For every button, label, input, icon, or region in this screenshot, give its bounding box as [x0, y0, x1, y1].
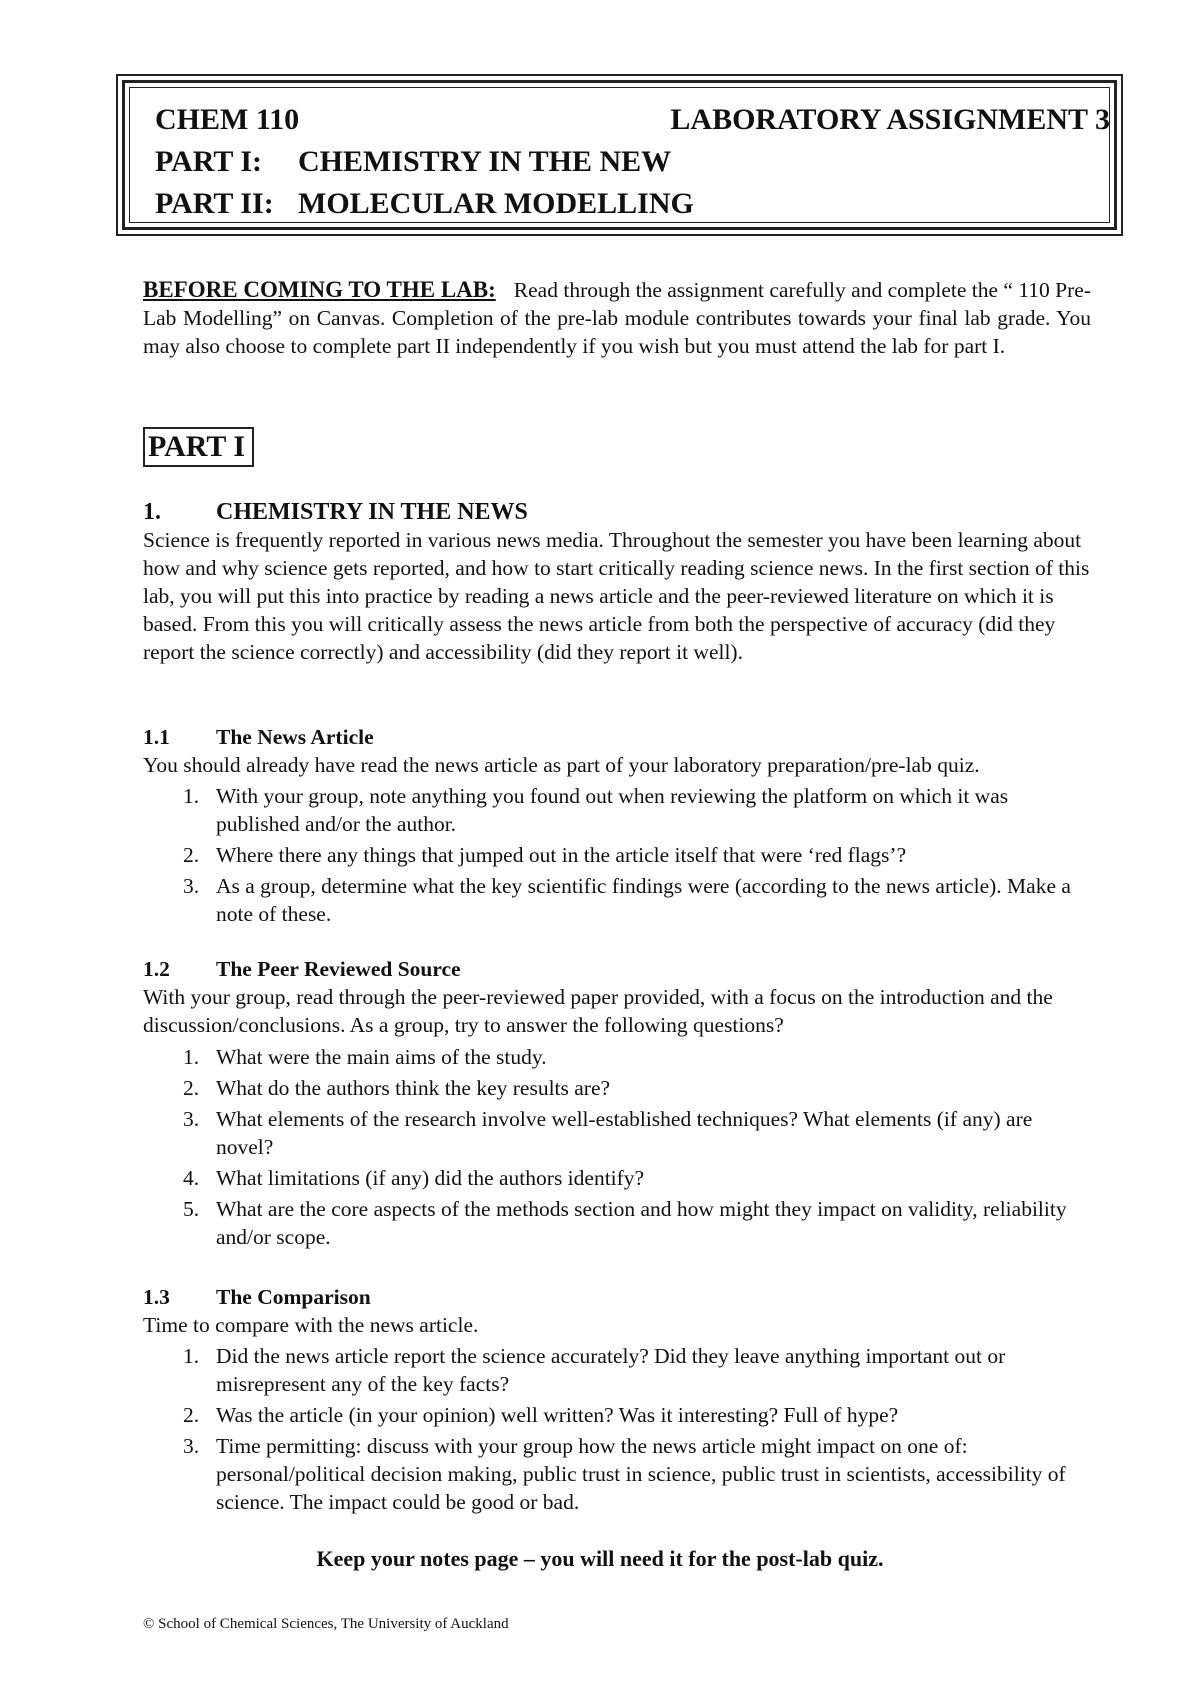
- before-lab-text: Read through the assignment carefully and complete the “ 110 Pre-Lab Modelling” on Canvas. Completion of the pre-lab module contributes towards your final lab grade. You may also choose to complete part II independently if you wish but you must attend the lab for part I.: [143, 278, 1091, 358]
- item-text: With your group, note anything you found out when reviewing the platform on which it was published and/or the author.: [216, 784, 1009, 836]
- item-number: 2.: [183, 843, 200, 867]
- subsection-number: 1.1: [143, 725, 170, 749]
- item-number: 1.: [183, 1045, 200, 1069]
- list-item: [143, 1164, 1091, 1192]
- assignment-title: LABORATORY ASSIGNMENT 3: [670, 103, 1110, 136]
- title-box-inner: [129, 87, 1110, 223]
- question-list: [143, 1043, 1091, 1254]
- title-line-2: [155, 144, 671, 180]
- before-lab-heading: BEFORE COMING TO THE LAB:: [143, 277, 496, 302]
- subsection-heading: [143, 723, 374, 751]
- item-number: 1.: [183, 784, 200, 808]
- list-item: [143, 872, 1091, 928]
- subsection-title: The Peer Reviewed Source: [216, 957, 461, 981]
- item-number: 1.: [183, 1344, 200, 1368]
- course-code: CHEM 110: [155, 103, 300, 136]
- question-list: [143, 1342, 1091, 1519]
- item-text: Where there any things that jumped out in the article itself that were ‘red flags’?: [216, 843, 907, 867]
- item-text: Time permitting: discuss with your group how the news article might impact on one of: personal/political decision making, public trust in science, public trust in scientists, accessibility of science. The impact could be good or bad.: [216, 1434, 1066, 1514]
- copyright-footer: © School of Chemical Sciences, The University of Auckland: [143, 1616, 509, 1632]
- subsection-number: 1.3: [143, 1285, 170, 1309]
- item-text: As a group, determine what the key scientific findings were (according to the news article). Make a note of these.: [216, 874, 1071, 926]
- subsection-heading: [143, 955, 461, 983]
- item-number: 4.: [183, 1166, 200, 1190]
- title-box: [116, 74, 1123, 236]
- list-item: [143, 1105, 1091, 1161]
- part1-title: CHEMISTRY IN THE NEW: [298, 145, 672, 178]
- subsection-intro: Time to compare with the news article.: [143, 1313, 479, 1337]
- section-intro: Science is frequently reported in various news media. Throughout the semester you have been learning about how and why science gets reported, and how to start critically reading science news. In the first section of this lab, you will put this into practice by reading a news article and the peer-reviewed literature on which it is based. From this you will critically assess the news article from both the perspective of accuracy (did they report the science correctly) and accessibility (did they report it well).: [143, 528, 1090, 664]
- list-item: [143, 1195, 1091, 1251]
- item-number: 2.: [183, 1076, 200, 1100]
- part-label: PART I: [143, 427, 254, 467]
- part2-label: PART II:: [155, 187, 274, 220]
- list-item: [143, 782, 1091, 838]
- subsection-number: 1.2: [143, 957, 170, 981]
- subsection-intro: You should already have read the news article as part of your laboratory preparation/pre-lab quiz.: [143, 753, 980, 777]
- part2-title: MOLECULAR MODELLING: [298, 187, 694, 220]
- section-title: CHEMISTRY IN THE NEWS: [216, 499, 528, 525]
- title-box-border: [122, 80, 1117, 230]
- item-number: 2.: [183, 1403, 200, 1427]
- part1-label: PART I:: [155, 145, 263, 178]
- subsection-heading: [143, 1283, 371, 1311]
- before-lab-paragraph: [143, 276, 1091, 360]
- item-text: What elements of the research involve well-established techniques? What elements (if any) are novel?: [216, 1107, 1033, 1159]
- subsection-title: The Comparison: [216, 1285, 371, 1309]
- item-text: Did the news article report the science accurately? Did they leave anything important out or misrepresent any of the key facts?: [216, 1344, 1006, 1396]
- item-text: What are the core aspects of the methods section and how might they impact on validity, reliability and/or scope.: [216, 1197, 1067, 1249]
- title-line-3: [155, 186, 694, 222]
- list-item: [143, 1342, 1091, 1398]
- list-item: [143, 1043, 1091, 1071]
- list-item: [143, 1432, 1091, 1516]
- title-line-1: [155, 102, 1110, 138]
- section-heading: [143, 497, 528, 527]
- item-number: 3.: [183, 1434, 200, 1458]
- subsection-intro: With your group, read through the peer-reviewed paper provided, with a focus on the introduction and the discussion/conclusions. As a group, try to answer the following questions?: [143, 985, 1053, 1037]
- item-number: 5.: [183, 1197, 200, 1221]
- subsection-title: The News Article: [216, 725, 374, 749]
- list-item: [143, 841, 1091, 869]
- item-text: What do the authors think the key results are?: [216, 1076, 611, 1100]
- list-item: [143, 1074, 1091, 1102]
- item-text: What were the main aims of the study.: [216, 1045, 547, 1069]
- notes-reminder: Keep your notes page – you will need it for the post-lab quiz.: [316, 1546, 884, 1571]
- section-number: 1.: [143, 499, 161, 525]
- item-text: What limitations (if any) did the authors identify?: [216, 1166, 645, 1190]
- item-text: Was the article (in your opinion) well written? Was it interesting? Full of hype?: [216, 1403, 899, 1427]
- question-list: [143, 782, 1091, 931]
- item-number: 3.: [183, 1107, 200, 1131]
- list-item: [143, 1401, 1091, 1429]
- item-number: 3.: [183, 874, 200, 898]
